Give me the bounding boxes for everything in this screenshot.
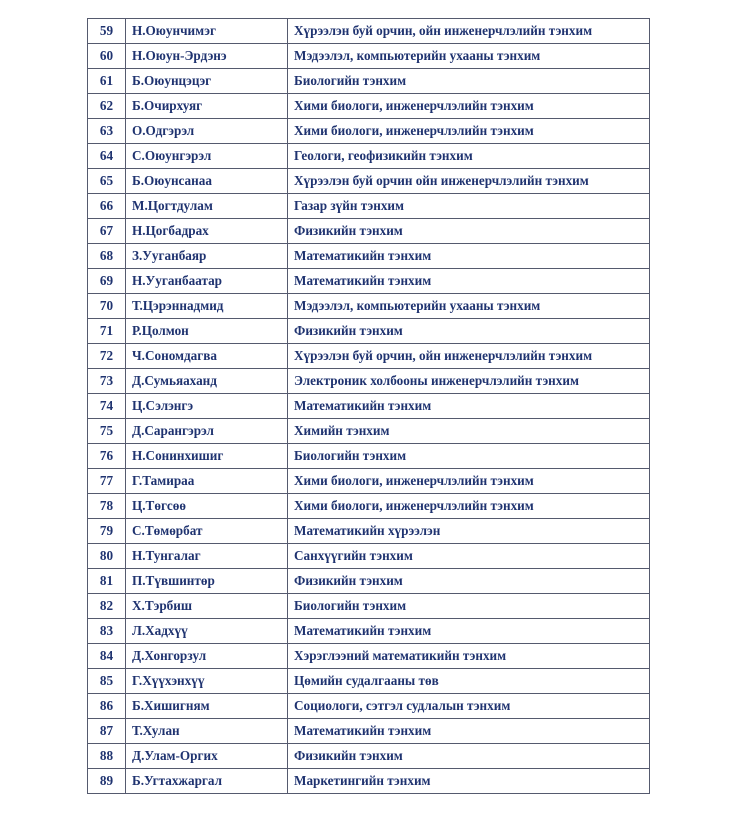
row-number-cell: 77 bbox=[88, 469, 126, 494]
table-row bbox=[88, 219, 650, 244]
table-row bbox=[88, 294, 650, 319]
person-name-cell: З.Ууганбаяр bbox=[126, 244, 288, 269]
table-row bbox=[88, 719, 650, 744]
person-name-cell: Ц.Сэлэнгэ bbox=[126, 394, 288, 419]
table-row bbox=[88, 94, 650, 119]
table-row bbox=[88, 169, 650, 194]
department-cell: Геологи, геофизикийн тэнхим bbox=[288, 144, 650, 169]
person-name-cell: Т.Цэрэннадмид bbox=[126, 294, 288, 319]
person-name-cell: Н.Ууганбаатар bbox=[126, 269, 288, 294]
person-name-cell: Д.Сумьяаханд bbox=[126, 369, 288, 394]
person-name-cell: Н.Оюун-Эрдэнэ bbox=[126, 44, 288, 69]
person-name-cell: Н.Оюунчимэг bbox=[126, 19, 288, 44]
department-cell: Математикийн тэнхим bbox=[288, 269, 650, 294]
row-number-cell: 79 bbox=[88, 519, 126, 544]
department-cell: Хими биологи, инженерчлэлийн тэнхим bbox=[288, 469, 650, 494]
table-row bbox=[88, 44, 650, 69]
table-row bbox=[88, 19, 650, 44]
person-name-cell: Ч.Сономдагва bbox=[126, 344, 288, 369]
table-row bbox=[88, 694, 650, 719]
table-row bbox=[88, 769, 650, 794]
row-number-cell: 84 bbox=[88, 644, 126, 669]
row-number-cell: 82 bbox=[88, 594, 126, 619]
row-number-cell: 78 bbox=[88, 494, 126, 519]
row-number-cell: 70 bbox=[88, 294, 126, 319]
department-cell: Хими биологи, инженерчлэлийн тэнхим bbox=[288, 94, 650, 119]
table-row bbox=[88, 744, 650, 769]
department-cell: Маркетингийн тэнхим bbox=[288, 769, 650, 794]
row-number-cell: 72 bbox=[88, 344, 126, 369]
table-row bbox=[88, 569, 650, 594]
table-row bbox=[88, 419, 650, 444]
table-row bbox=[88, 519, 650, 544]
person-name-cell: Р.Цолмон bbox=[126, 319, 288, 344]
table-row bbox=[88, 119, 650, 144]
table-row bbox=[88, 444, 650, 469]
row-number-cell: 62 bbox=[88, 94, 126, 119]
department-cell: Физикийн тэнхим bbox=[288, 219, 650, 244]
row-number-cell: 75 bbox=[88, 419, 126, 444]
department-cell: Санхүүгийн тэнхим bbox=[288, 544, 650, 569]
department-cell: Математикийн тэнхим bbox=[288, 394, 650, 419]
row-number-cell: 65 bbox=[88, 169, 126, 194]
row-number-cell: 60 bbox=[88, 44, 126, 69]
table-row bbox=[88, 269, 650, 294]
row-number-cell: 59 bbox=[88, 19, 126, 44]
department-cell: Биологийн тэнхим bbox=[288, 444, 650, 469]
row-number-cell: 87 bbox=[88, 719, 126, 744]
department-cell: Мэдээлэл, компьютерийн ухааны тэнхим bbox=[288, 294, 650, 319]
row-number-cell: 85 bbox=[88, 669, 126, 694]
person-name-cell: Д.Сарангэрэл bbox=[126, 419, 288, 444]
row-number-cell: 89 bbox=[88, 769, 126, 794]
person-name-cell: Н.Сонинхишиг bbox=[126, 444, 288, 469]
row-number-cell: 64 bbox=[88, 144, 126, 169]
row-number-cell: 66 bbox=[88, 194, 126, 219]
department-cell: Газар зүйн тэнхим bbox=[288, 194, 650, 219]
table-row bbox=[88, 394, 650, 419]
person-name-cell: Г.Хүүхэнхүү bbox=[126, 669, 288, 694]
row-number-cell: 81 bbox=[88, 569, 126, 594]
department-cell: Хүрээлэн буй орчин, ойн инженерчлэлийн тэнхим bbox=[288, 344, 650, 369]
department-cell: Математикийн тэнхим bbox=[288, 619, 650, 644]
person-name-cell: С.Төмөрбат bbox=[126, 519, 288, 544]
person-name-cell: С.Оюунгэрэл bbox=[126, 144, 288, 169]
person-name-cell: Б.Угтахжаргал bbox=[126, 769, 288, 794]
table-row bbox=[88, 494, 650, 519]
person-name-cell: Т.Хулан bbox=[126, 719, 288, 744]
person-name-cell: Ц.Төгсөө bbox=[126, 494, 288, 519]
table-row bbox=[88, 619, 650, 644]
department-cell: Биологийн тэнхим bbox=[288, 594, 650, 619]
department-cell: Биологийн тэнхим bbox=[288, 69, 650, 94]
department-cell: Цөмийн судалгааны төв bbox=[288, 669, 650, 694]
table-row bbox=[88, 469, 650, 494]
department-cell: Мэдээлэл, компьютерийн ухааны тэнхим bbox=[288, 44, 650, 69]
row-number-cell: 63 bbox=[88, 119, 126, 144]
row-number-cell: 61 bbox=[88, 69, 126, 94]
department-cell: Химийн тэнхим bbox=[288, 419, 650, 444]
table-row bbox=[88, 594, 650, 619]
person-name-cell: Д.Улам-Оргих bbox=[126, 744, 288, 769]
table-row bbox=[88, 144, 650, 169]
table-row bbox=[88, 69, 650, 94]
table-row bbox=[88, 344, 650, 369]
person-name-cell: О.Одгэрэл bbox=[126, 119, 288, 144]
row-number-cell: 67 bbox=[88, 219, 126, 244]
person-name-cell: П.Түвшинтөр bbox=[126, 569, 288, 594]
person-name-cell: Х.Тэрбиш bbox=[126, 594, 288, 619]
department-cell: Социологи, сэтгэл судлалын тэнхим bbox=[288, 694, 650, 719]
row-number-cell: 80 bbox=[88, 544, 126, 569]
department-cell: Хими биологи, инженерчлэлийн тэнхим bbox=[288, 119, 650, 144]
department-cell: Физикийн тэнхим bbox=[288, 319, 650, 344]
table-row bbox=[88, 244, 650, 269]
person-name-cell: Б.Очирхуяг bbox=[126, 94, 288, 119]
department-cell: Математикийн тэнхим bbox=[288, 719, 650, 744]
row-number-cell: 71 bbox=[88, 319, 126, 344]
department-cell: Математикийн хүрээлэн bbox=[288, 519, 650, 544]
department-cell: Электроник холбооны инженерчлэлийн тэнхим bbox=[288, 369, 650, 394]
row-number-cell: 73 bbox=[88, 369, 126, 394]
department-cell: Физикийн тэнхим bbox=[288, 744, 650, 769]
row-number-cell: 69 bbox=[88, 269, 126, 294]
person-name-cell: Б.Хишигням bbox=[126, 694, 288, 719]
table-row bbox=[88, 319, 650, 344]
person-name-cell: Н.Тунгалаг bbox=[126, 544, 288, 569]
table-row bbox=[88, 194, 650, 219]
table-row bbox=[88, 669, 650, 694]
person-name-cell: Н.Цогбадрах bbox=[126, 219, 288, 244]
person-name-cell: М.Цогтдулам bbox=[126, 194, 288, 219]
table-row bbox=[88, 644, 650, 669]
row-number-cell: 86 bbox=[88, 694, 126, 719]
person-name-cell: Г.Тамираа bbox=[126, 469, 288, 494]
department-cell: Хүрээлэн буй орчин, ойн инженерчлэлийн тэнхим bbox=[288, 19, 650, 44]
person-name-cell: Б.Оюунсанаа bbox=[126, 169, 288, 194]
table-row bbox=[88, 369, 650, 394]
row-number-cell: 74 bbox=[88, 394, 126, 419]
row-number-cell: 83 bbox=[88, 619, 126, 644]
department-cell: Хүрээлэн буй орчин ойн инженерчлэлийн тэнхим bbox=[288, 169, 650, 194]
staff-table bbox=[87, 18, 650, 794]
department-cell: Физикийн тэнхим bbox=[288, 569, 650, 594]
person-name-cell: Л.Хадхүү bbox=[126, 619, 288, 644]
staff-table-body bbox=[88, 19, 650, 794]
department-cell: Хими биологи, инженерчлэлийн тэнхим bbox=[288, 494, 650, 519]
department-cell: Математикийн тэнхим bbox=[288, 244, 650, 269]
department-cell: Хэрэглээний математикийн тэнхим bbox=[288, 644, 650, 669]
row-number-cell: 76 bbox=[88, 444, 126, 469]
row-number-cell: 68 bbox=[88, 244, 126, 269]
row-number-cell: 88 bbox=[88, 744, 126, 769]
person-name-cell: Б.Оюунцэцэг bbox=[126, 69, 288, 94]
person-name-cell: Д.Хонгорзул bbox=[126, 644, 288, 669]
table-row bbox=[88, 544, 650, 569]
